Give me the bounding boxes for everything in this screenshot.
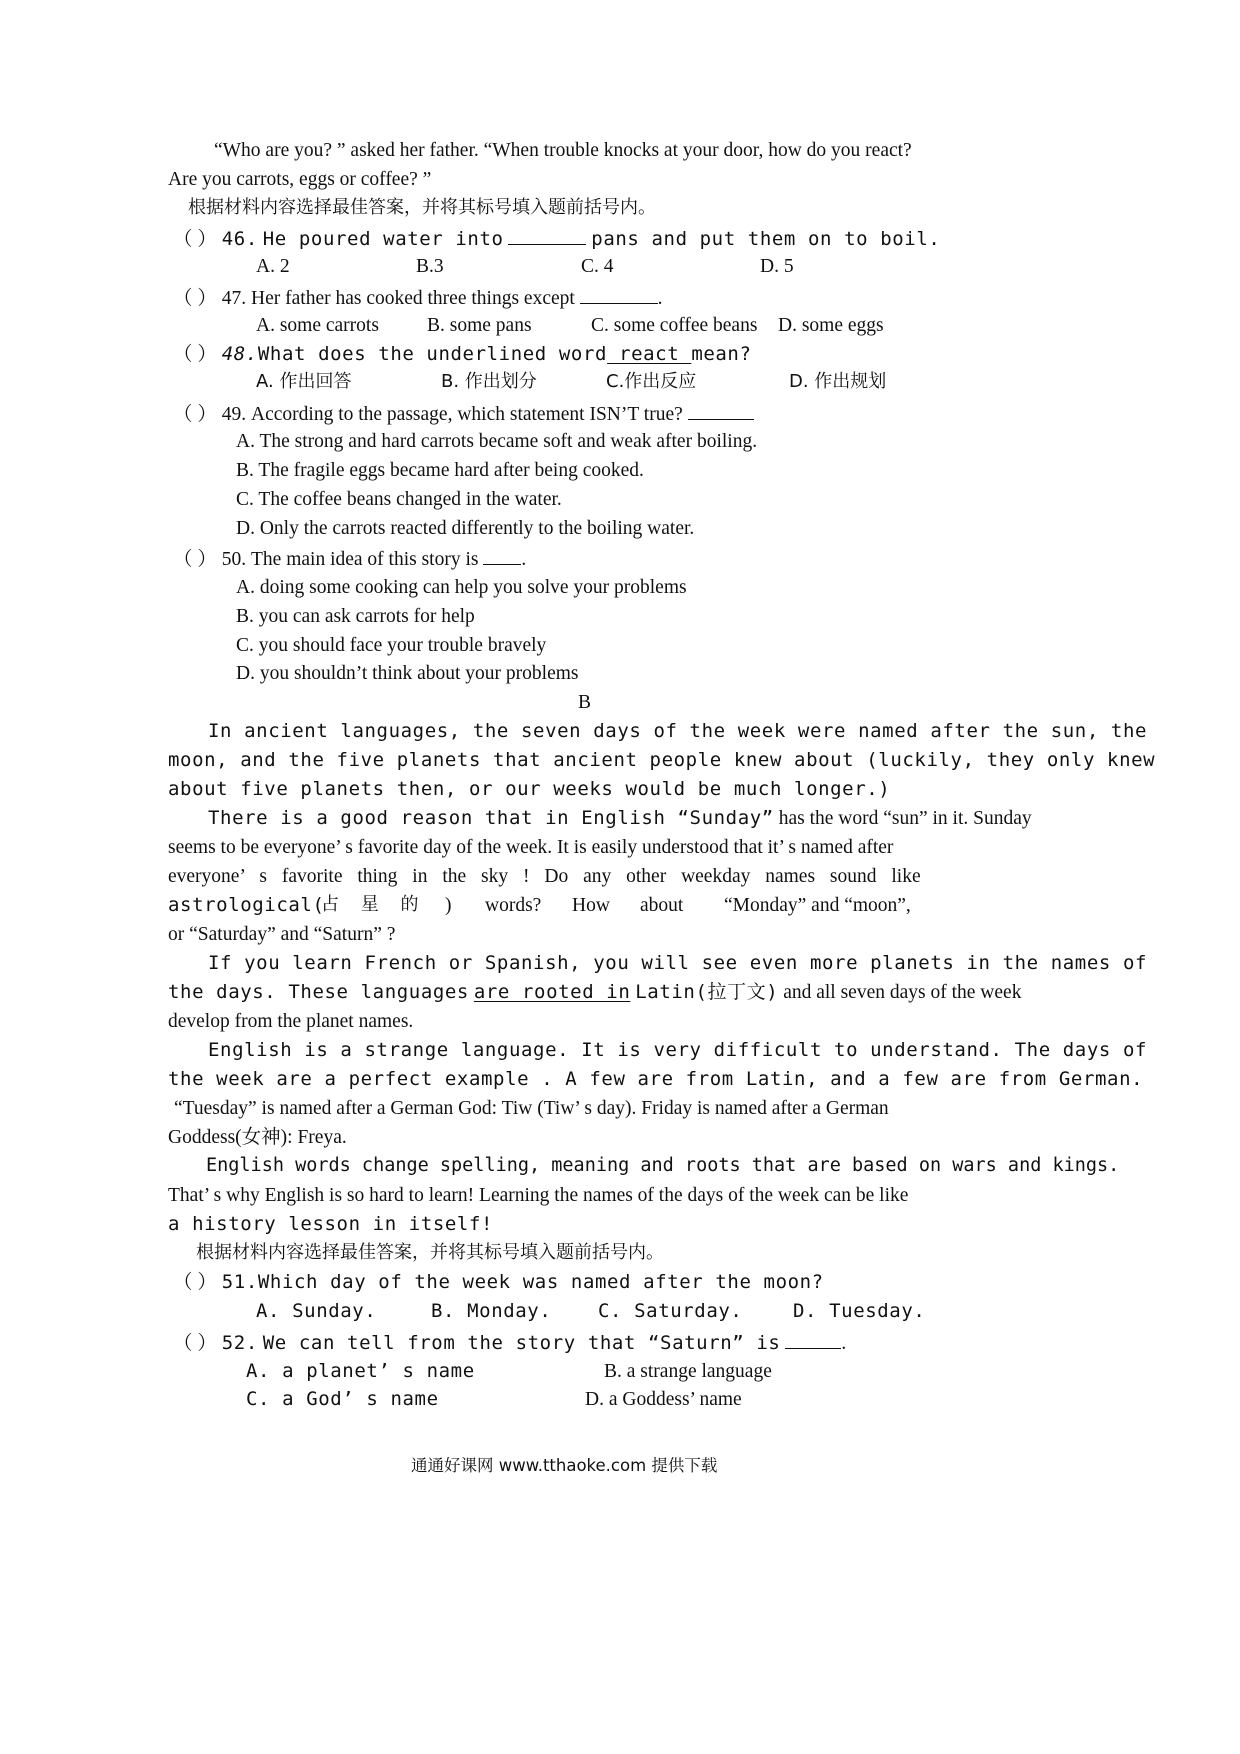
question-number: 52. xyxy=(221,1332,258,1354)
passage-b-p4-line-2: the week are a perfect example . A few are from Latin, and a few are from German. xyxy=(168,1068,1144,1090)
answer-blank xyxy=(785,1332,841,1349)
q50-option-d: D. you shouldn’t think about your problems xyxy=(236,663,579,684)
question-stem: We can tell from the story that “Saturn” is xyxy=(262,1332,781,1354)
q47-option-b: B. some pans xyxy=(427,315,532,336)
question-stem: According to the passage, which statement ISN’T true? xyxy=(251,404,683,425)
question-stem-end: . xyxy=(521,549,527,570)
question-number: 48. xyxy=(221,343,258,365)
p2-line-4-how: How xyxy=(572,895,610,916)
passage-b-p2-line-1 xyxy=(208,809,1032,829)
passage-b-p3-line-3: develop from the planet names. xyxy=(168,1011,414,1032)
underlined-phrase-rooted-in: are rooted in xyxy=(473,981,631,1003)
passage-b-p4-line-4: Goddess(女神): Freya. xyxy=(168,1127,347,1148)
passage-a-line-1: “Who are you? ” asked her father. “When trouble knocks at your door, how do you react? xyxy=(214,140,912,161)
passage-b-p3-line-2 xyxy=(168,983,1021,1003)
q46-option-d: D. 5 xyxy=(760,256,794,277)
q50-option-a: A. doing some cooking can help you solve your problems xyxy=(236,577,687,598)
question-stem: Her father has cooked three things except xyxy=(251,288,575,309)
answer-bracket[interactable]: （ ） xyxy=(173,1272,217,1293)
answer-bracket[interactable]: （ ） xyxy=(173,1333,217,1354)
passage-b-p3-line-1: If you learn French or Spanish, you will see even more planets in the names of xyxy=(208,952,1148,974)
q48-option-d: D. 作出规划 xyxy=(789,371,887,392)
passage-b-p4-line-1: English is a strange language. It is very difficult to understand. The days of xyxy=(208,1039,1148,1061)
question-stem-end: . xyxy=(657,288,663,309)
q51-option-a: A. Sunday. xyxy=(256,1300,377,1322)
underlined-word-react: react xyxy=(607,343,692,365)
q46-option-a: A. 2 xyxy=(256,256,290,277)
question-stem-end: . xyxy=(841,1333,847,1354)
q52-option-a: A. a planet’ s name xyxy=(246,1360,475,1382)
passage-b-p5-line-2: That’ s why English is so hard to learn! Learning the names of the days of the week can be like xyxy=(168,1185,909,1206)
p2-line-1-part-b: has the word “sun” in it. Sunday xyxy=(778,808,1032,829)
q49-option-a: A. The strong and hard carrots became soft and weak after boiling. xyxy=(236,431,758,452)
question-46 xyxy=(173,228,940,250)
passage-b-p2-line-3: everyone’ s favorite thing in the sky ! Do any other weekday names sound like xyxy=(168,866,921,887)
q52-option-c: C. a God’ s name xyxy=(246,1388,439,1410)
question-48 xyxy=(173,345,752,365)
answer-bracket[interactable]: （ ） xyxy=(173,549,217,570)
p2-line-4-chinese-gloss: 占 星 的 xyxy=(321,894,427,915)
question-stem: What does the underlined word xyxy=(257,343,608,365)
answer-blank xyxy=(508,228,586,245)
question-51 xyxy=(173,1273,824,1293)
p3-line-2-part-a: the days. These languages xyxy=(168,981,469,1003)
question-number: 46. xyxy=(221,228,258,250)
answer-blank xyxy=(580,287,658,304)
q47-option-c: C. some coffee beans xyxy=(591,315,758,336)
question-stem: The main idea of this story is xyxy=(251,549,479,570)
p2-line-4-monday-moon: “Monday” and “moon”, xyxy=(724,895,911,916)
question-50 xyxy=(173,548,526,570)
q46-option-c: C. 4 xyxy=(581,256,614,277)
q48-option-b: B. 作出划分 xyxy=(441,371,537,392)
passage-b-p2-line-5: or “Saturday” and “Saturn” ? xyxy=(168,924,396,945)
question-52 xyxy=(173,1332,846,1354)
page-footer: 通通好课网 www.tthaoke.com 提供下载 xyxy=(411,1456,718,1475)
p2-line-4-about: about xyxy=(640,895,684,916)
instructions-a: 根据材料内容选择最佳答案，并将其标号填入题前括号内。 xyxy=(188,197,656,218)
answer-blank xyxy=(688,403,754,420)
q50-option-c: C. you should face your trouble bravely xyxy=(236,635,547,656)
passage-b-p5-line-1: English words change spelling, meaning and roots that are based on wars and kings. xyxy=(206,1155,1120,1176)
passage-b-p1-line-3: about five planets then, or our weeks would be much longer.) xyxy=(168,778,891,800)
answer-bracket[interactable]: （ ） xyxy=(173,344,217,365)
q51-option-c: C. Saturday. xyxy=(598,1300,743,1322)
answer-bracket[interactable]: （ ） xyxy=(173,404,217,425)
q52-option-b: B. a strange language xyxy=(604,1361,772,1382)
passage-b-p1-line-2: moon, and the five planets that ancient people knew about (luckily, they only knew xyxy=(168,749,1156,771)
passage-b-p5-line-3: a history lesson in itself! xyxy=(168,1213,494,1235)
passage-a-line-2: Are you carrots, eggs or coffee? ” xyxy=(168,169,432,190)
passage-b-p1-line-1: In ancient languages, the seven days of the week were named after the sun, the xyxy=(208,720,1148,742)
q52-option-d: D. a Goddess’ name xyxy=(585,1389,742,1410)
answer-bracket[interactable]: （ ） xyxy=(173,288,217,309)
q49-option-c: C. The coffee beans changed in the water. xyxy=(236,489,562,510)
question-number: 51. xyxy=(221,1271,258,1293)
q46-option-b: B.3 xyxy=(416,256,444,277)
q47-option-d: D. some eggs xyxy=(778,315,884,336)
p3-line-2-latin: Latin(拉丁文) xyxy=(635,981,779,1003)
q49-option-b: B. The fragile eggs became hard after being cooked. xyxy=(236,460,644,481)
p2-line-4-paren: ) xyxy=(445,895,452,916)
question-number: 47. xyxy=(221,288,247,309)
section-b-heading: B xyxy=(578,692,592,713)
p2-line-4-astrological: astrological( xyxy=(168,894,325,916)
question-49 xyxy=(173,403,754,425)
question-47 xyxy=(173,287,663,309)
question-number: 49. xyxy=(221,404,247,425)
q48-option-c: C.作出反应 xyxy=(606,371,697,392)
p2-line-1-part-a: There is a good reason that in English “Sunday” xyxy=(208,807,774,829)
question-number: 50. xyxy=(221,549,247,570)
q49-option-d: D. Only the carrots reacted differently to the boiling water. xyxy=(236,518,695,539)
passage-b-p2-line-2: seems to be everyone’ s favorite day of the week. It is easily understood that it’ s named after xyxy=(168,837,894,858)
question-stem: Which day of the week was named after the moon? xyxy=(257,1271,824,1293)
question-stem-end: mean? xyxy=(691,343,752,365)
question-stem-end: pans and put them on to boil. xyxy=(591,228,941,250)
answer-blank xyxy=(483,548,521,565)
p3-line-2-part-d: and all seven days of the week xyxy=(783,982,1022,1003)
answer-bracket[interactable]: （ ） xyxy=(173,229,217,250)
question-stem: He poured water into xyxy=(262,228,504,250)
passage-b-p4-line-3: “Tuesday” is named after a German God: Tiw (Tiw’ s day). Friday is named after a German xyxy=(174,1098,889,1119)
instructions-b: 根据材料内容选择最佳答案，并将其标号填入题前括号内。 xyxy=(196,1242,664,1263)
q51-option-d: D. Tuesday. xyxy=(793,1300,926,1322)
q48-option-a: A. 作出回答 xyxy=(256,371,352,392)
q47-option-a: A. some carrots xyxy=(256,315,379,336)
q50-option-b: B. you can ask carrots for help xyxy=(236,606,475,627)
p2-line-4-words: words? xyxy=(485,895,542,916)
q51-option-b: B. Monday. xyxy=(431,1300,552,1322)
